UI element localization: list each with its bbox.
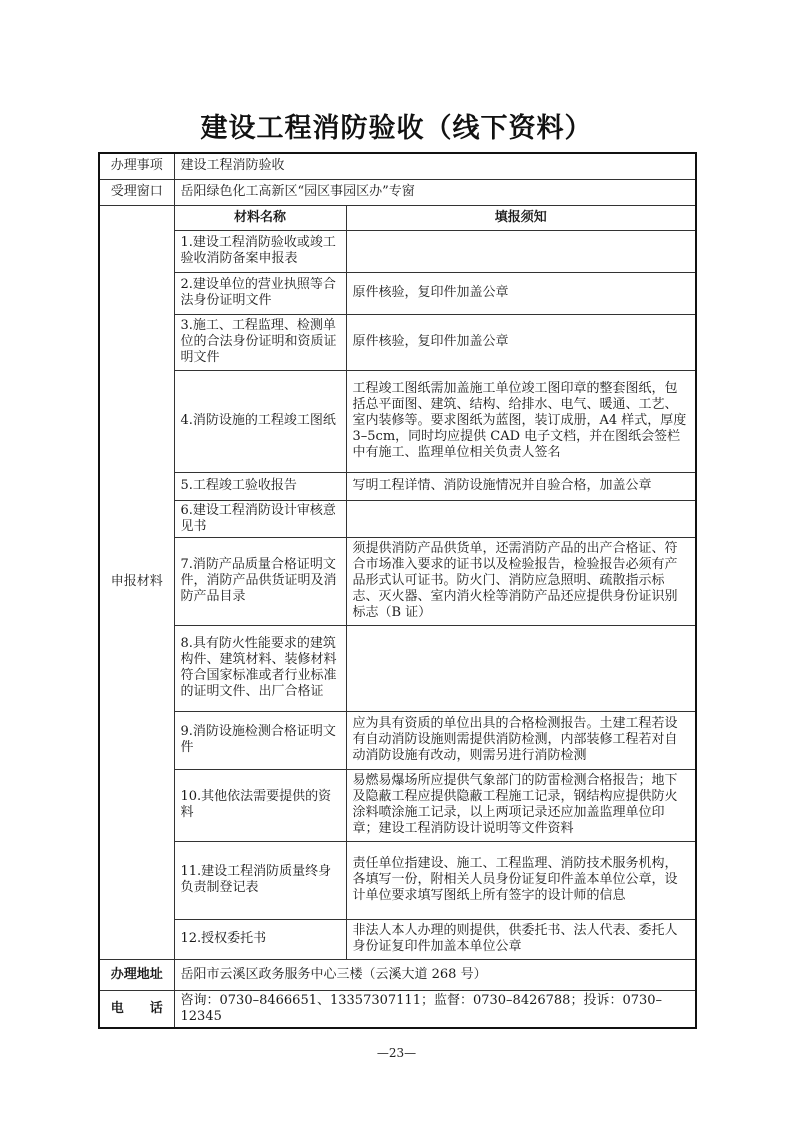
material-name: 2.建设单位的营业执照等合法身份证明文件: [174, 272, 346, 314]
material-row: [99, 711, 696, 769]
material-row: [99, 500, 696, 537]
row-phone: [99, 990, 696, 1028]
row-item: [99, 153, 696, 179]
row-address: [99, 959, 696, 990]
material-notes: 易燃易爆场所应提供气象部门的防雷检测合格报告；地下及隐蔽工程应提供隐蔽工程施工记录，钢结构应提供防火涂料喷涂施工记录，以上两项记录还应加盖监理单位印章；建设工程消防设计说明等文件资料: [346, 769, 696, 841]
fire-acceptance-table: [98, 152, 697, 1029]
window-label: 受理窗口: [99, 179, 174, 205]
phone-value: 咨询：0730–8466651、13357307111；监督：0730–8426788；投诉：0730–12345: [174, 990, 696, 1028]
page-number: —23—: [376, 1046, 417, 1060]
material-row: [99, 841, 696, 919]
page-title: 建设工程消防验收（线下资料）: [200, 113, 593, 144]
material-notes: [346, 625, 696, 711]
material-notes: 原件核验，复印件加盖公章: [346, 272, 696, 314]
item-label: 办理事项: [99, 153, 174, 179]
address-value: 岳阳市云溪区政务服务中心三楼（云溪大道 268 号）: [174, 959, 696, 990]
material-row: [99, 272, 696, 314]
window-value: 岳阳绿色化工高新区“园区事园区办”专窗: [174, 179, 696, 205]
materials-section-label: 申报材料: [99, 205, 174, 959]
header-notes: 填报须知: [346, 205, 696, 230]
material-name: 4.消防设施的工程竣工图纸: [174, 370, 346, 472]
material-row: [99, 314, 696, 370]
material-notes: 原件核验，复印件加盖公章: [346, 314, 696, 370]
material-row: [99, 919, 696, 959]
material-name: 3.施工、工程监理、检测单位的合法身份证明和资质证明文件: [174, 314, 346, 370]
address-label: 办理地址: [99, 959, 174, 990]
material-row: [99, 472, 696, 500]
item-value: 建设工程消防验收: [174, 153, 696, 179]
material-name: 11.建设工程消防质量终身负责制登记表: [174, 841, 346, 919]
material-notes: 工程竣工图纸需加盖施工单位竣工图印章的整套图纸，包括总平面图、建筑、结构、给排水、电气、暖通、工艺、室内装修等。要求图纸为蓝图，装订成册，A4 样式，厚度 3–5cm，同时均应提供 CAD 电子文档，并在图纸会签栏中有施工、监理单位相关负责人签名: [346, 370, 696, 472]
phone-label: 电 话: [99, 990, 174, 1028]
material-row: [99, 537, 696, 625]
material-notes: [346, 230, 696, 272]
material-name: 9.消防设施检测合格证明文件: [174, 711, 346, 769]
material-notes: 应为具有资质的单位出具的合格检测报告。土建工程若设有自动消防设施则需提供消防检测，内部装修工程若对自动消防设施有改动，则需另进行消防检测: [346, 711, 696, 769]
material-row: [99, 769, 696, 841]
row-window: [99, 179, 696, 205]
material-name: 8.具有防火性能要求的建筑构件、建筑材料、装修材料符合国家标准或者行业标准的证明文件、出厂合格证: [174, 625, 346, 711]
material-name: 12.授权委托书: [174, 919, 346, 959]
material-name: 1.建设工程消防验收或竣工验收消防备案申报表: [174, 230, 346, 272]
material-name: 5.工程竣工验收报告: [174, 472, 346, 500]
material-name: 10.其他依法需要提供的资料: [174, 769, 346, 841]
material-row: [99, 370, 696, 472]
material-notes: 责任单位指建设、施工、工程监理、消防技术服务机构，各填写一份，附相关人员身份证复印件盖本单位公章，设计单位要求填写图纸上所有签字的设计师的信息: [346, 841, 696, 919]
material-row: [99, 625, 696, 711]
header-material-name: 材料名称: [174, 205, 346, 230]
material-notes: 写明工程详情、消防设施情况并自验合格，加盖公章: [346, 472, 696, 500]
materials-header-row: [99, 205, 696, 230]
material-notes: 非法人本人办理的则提供，供委托书、法人代表、委托人身份证复印件加盖本单位公章: [346, 919, 696, 959]
material-name: 6.建设工程消防设计审核意见书: [174, 500, 346, 537]
material-notes: [346, 500, 696, 537]
material-name: 7.消防产品质量合格证明文件，消防产品供货证明及消防产品目录: [174, 537, 346, 625]
material-notes: 须提供消防产品供货单，还需消防产品的出产合格证、符合市场准入要求的证书以及检验报告，检验报告必须有产品形式认可证书。防火门、消防应急照明、疏散指示标志、灭火器、室内消火栓等消防产品还应提供身份证识别标志（B 证）: [346, 537, 696, 625]
material-row: [99, 230, 696, 272]
